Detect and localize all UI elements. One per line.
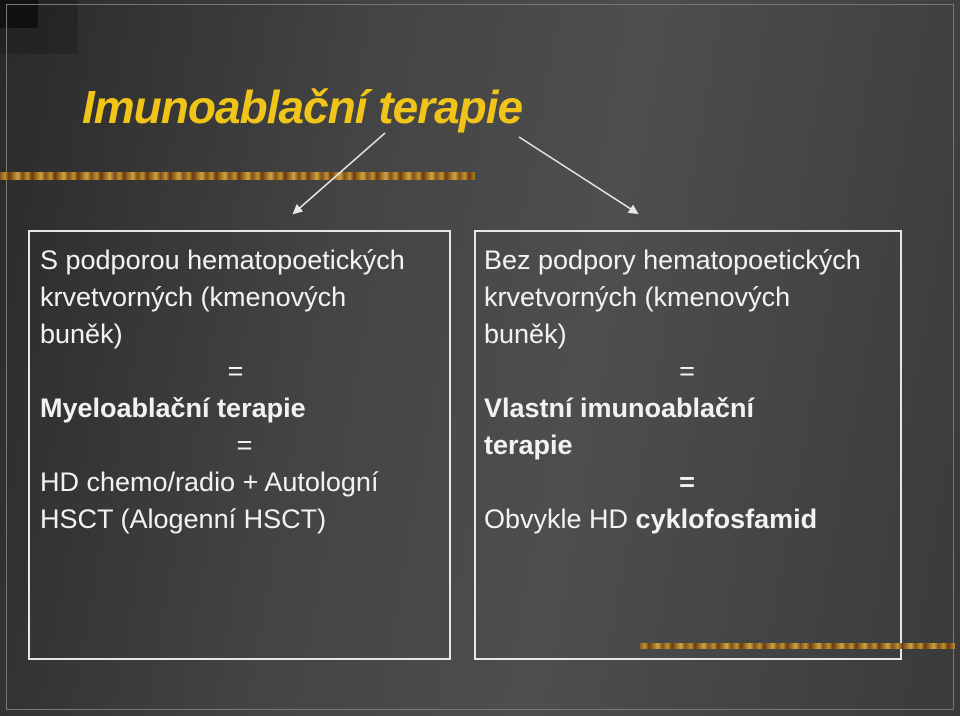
left-heading: S podporou hematopoetických krvetvorných (kmenových buněk) — [40, 245, 405, 349]
title-underline-bar — [0, 172, 475, 180]
left-equals-2: = — [236, 430, 253, 460]
bottom-accent-bar — [640, 643, 955, 649]
right-treatment-prefix: Obvykle HD — [484, 504, 636, 534]
right-treatment-drug: cyklofosfamid — [635, 504, 818, 534]
left-therapy-type: Myeloablační terapie — [40, 393, 306, 423]
right-treatment — [484, 501, 890, 538]
left-equals-1: = — [227, 356, 244, 386]
right-box — [474, 230, 902, 660]
right-therapy-type: Vlastní imunoablační terapie — [484, 393, 755, 460]
right-equals-1: = — [679, 356, 695, 386]
left-treatment: HD chemo/radio + Autologní HSCT (Alogenní HSCT) — [40, 467, 379, 534]
slide-title: Imunoablační terapie — [82, 81, 523, 133]
right-heading: Bez podpory hematopoetických krvetvorných (kmenových buněk) — [484, 245, 861, 349]
left-box — [28, 230, 451, 660]
right-equals-2: = — [679, 467, 695, 497]
